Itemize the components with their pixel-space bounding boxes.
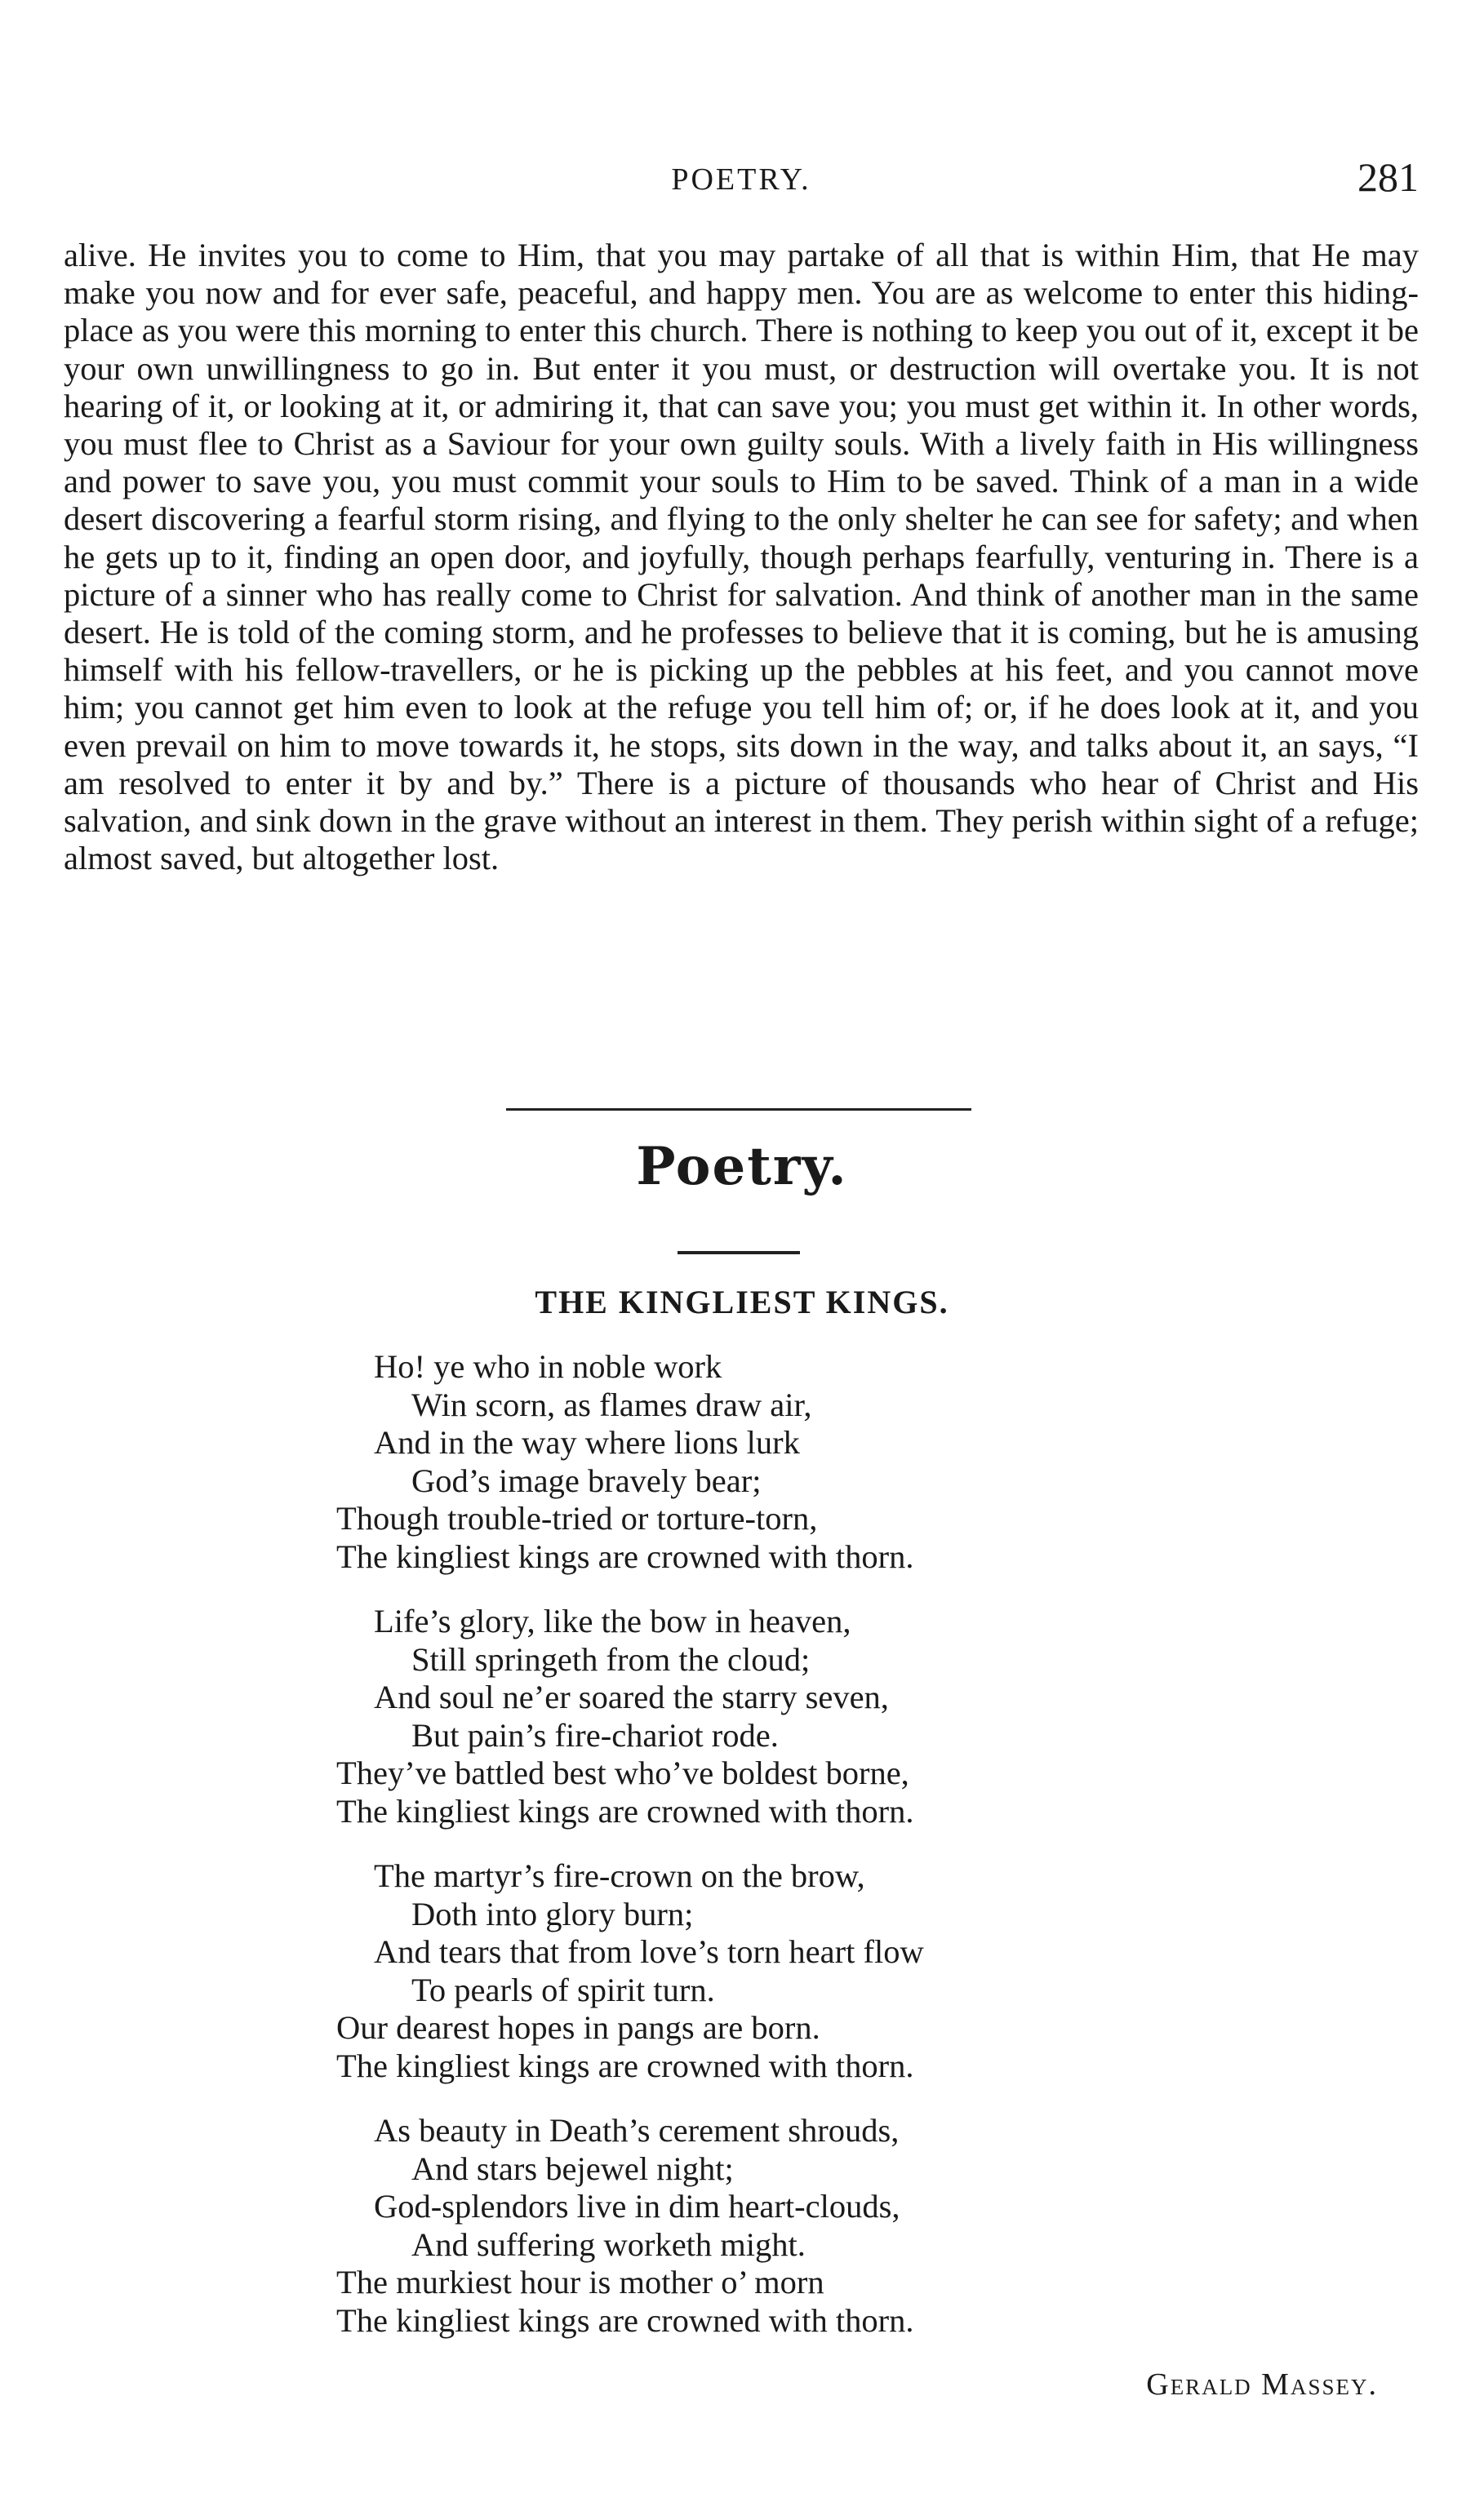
poem-line: Ho! ye who in noble work bbox=[374, 1348, 722, 1385]
running-title: POETRY. bbox=[671, 162, 811, 197]
poem-title: THE KINGLIEST KINGS. bbox=[535, 1284, 949, 1320]
poem-line: But pain’s fire-chariot rode. bbox=[411, 1716, 779, 1754]
poem-line: The martyr’s fire-crown on the brow, bbox=[374, 1857, 865, 1894]
poem-line: The murkiest hour is mother o’ morn bbox=[336, 2264, 824, 2300]
sermon-paragraph: alive. He invites you to come to Him, that you may partake of all that is within Him, that He may make you now and for ever safe, peaceful, and happy men. You are as welcome to enter this hiding-place as you were this morning to enter this church. There is nothing to keep you out of it, except it be your own unwillingness to go in. But enter it you must, or destruction will overtake you. It is not hearing of it, or looking at it, or admiring it, that can save you; you must get within it. In other words, you must flee to Christ as a Saviour for your own guilty souls. With a lively faith in His willingness and power to save you, you must commit your souls to Him to be saved. Think of a man in a wide desert discovering a fearful storm rising, and flying to the only shelter he can see for safety; and when he gets up to it, finding an open door, and joyfully, though perhaps fearfully, venturing in. There is a picture of a sinner who has really come to Christ for salvation. And think of another man in the same desert. He is told of the coming storm, and he professes to believe that it is coming, but he is amusing himself with his fellow-travellers, or he is picking up the pebbles at his feet, and you cannot move him; you cannot get him even to look at the refuge you tell him of; or, if he does look at it, and you even prevail on him to move towards it, he stops, sits down in the way, and talks about it, an says, “I am resolved to enter it by and by.” There is a picture of thousands who hear of Christ and His salvation, and sink down in the grave without an interest in them. They perish within sight of a refuge; almost saved, but altogether lost. bbox=[64, 237, 1419, 877]
running-head bbox=[64, 153, 1419, 202]
poem-stanza bbox=[336, 1857, 1153, 2085]
poem-line: And tears that from love’s torn heart flow bbox=[374, 1933, 924, 1970]
poem-stanza bbox=[336, 1603, 1153, 1830]
poem-line: As beauty in Death’s cerement shrouds, bbox=[374, 2112, 900, 2149]
poem-line: Win scorn, as flames draw air, bbox=[411, 1386, 812, 1423]
poem-line: Doth into glory burn; bbox=[411, 1895, 694, 1932]
poem-line: And stars bejewel night; bbox=[411, 2150, 734, 2187]
poem-line: And soul ne’er soared the starry seven, bbox=[374, 1679, 889, 1715]
poem-refrain: The kingliest kings are crowned with thorn. bbox=[336, 2301, 914, 2339]
poem-body bbox=[336, 1348, 1153, 2367]
poem-line: Still springeth from the cloud; bbox=[411, 1640, 811, 1678]
poem-refrain: The kingliest kings are crowned with thorn. bbox=[336, 1537, 914, 1575]
poem-line: God-splendors live in dim heart-clouds, bbox=[374, 2188, 900, 2225]
poem-author: Gerald Massey. bbox=[1146, 2367, 1378, 2402]
poem-line: To pearls of spirit turn. bbox=[411, 1971, 715, 2008]
poem-line: They’ve battled best who’ve boldest borne, bbox=[336, 1755, 909, 1791]
poem-line: God’s image bravely bear; bbox=[411, 1462, 762, 1499]
poem-line: And in the way where lions lurk bbox=[374, 1424, 800, 1461]
poem-stanza bbox=[336, 1348, 1153, 1576]
poem-refrain: The kingliest kings are crowned with thorn. bbox=[336, 2047, 914, 2084]
poem-line: Life’s glory, like the bow in heaven, bbox=[374, 1603, 851, 1639]
poem-refrain: The kingliest kings are crowned with thorn. bbox=[336, 1792, 914, 1830]
poem-line: And suffering worketh might. bbox=[411, 2225, 806, 2263]
poem-stanza bbox=[336, 2112, 1153, 2340]
poem-line: Our dearest hopes in pangs are born. bbox=[336, 2009, 820, 2046]
page-number: 281 bbox=[1357, 154, 1419, 200]
section-heading: Poetry. bbox=[636, 1136, 848, 1197]
poem-line: Though trouble-tried or torture-torn, bbox=[336, 1500, 818, 1537]
heading-underline-rule bbox=[678, 1251, 800, 1254]
section-divider-rule bbox=[506, 1108, 971, 1111]
